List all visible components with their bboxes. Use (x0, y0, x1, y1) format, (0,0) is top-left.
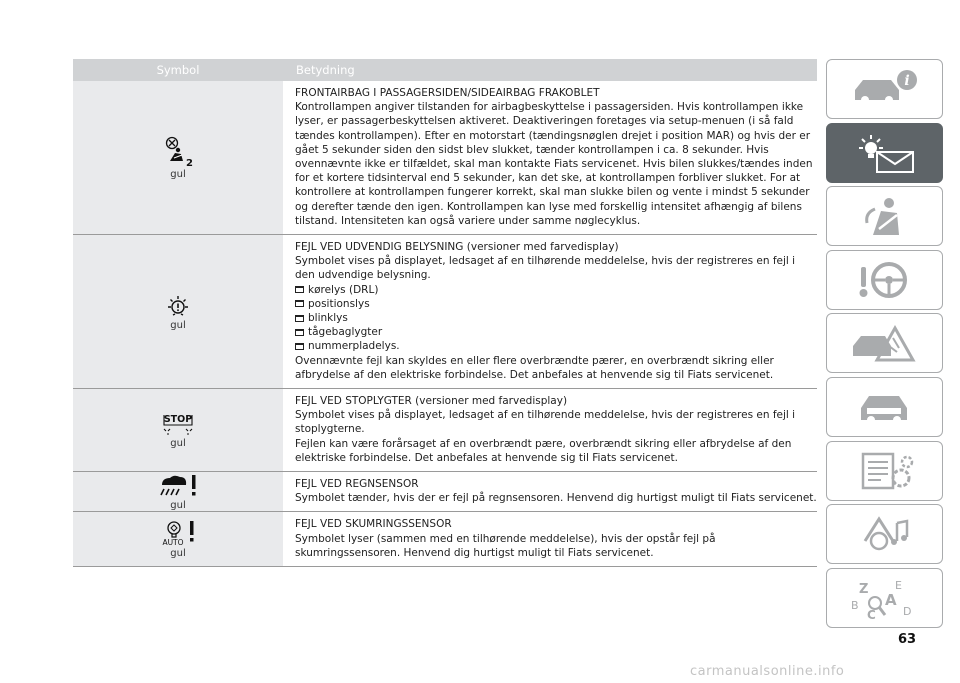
external-light-fault-icon (163, 293, 193, 319)
passenger-airbag-off-icon (161, 136, 195, 168)
row-text: Symbolet vises på displayet, ledsaget af en tilhørende meddelelse, hvis der registreres en fejl i stoplygterne. (295, 409, 796, 436)
row-title: FEJL VED STOPLYGTER (versioner med farvedisplay) (295, 395, 568, 408)
alphabetical-index-icon (845, 575, 925, 621)
symbol-color: gul (170, 319, 186, 331)
tab-index[interactable] (826, 568, 943, 628)
table-row (73, 389, 817, 472)
header-symbol: Symbol (156, 63, 200, 77)
row-text: Symbolet lyser (sammen med en tilhørende meddelelse), hvis der opstår fejl på skumringssensoren. Henvend dig hurtigst muligt til Fiats servicenet. (295, 532, 716, 559)
auto-icon-text: AUTO (162, 538, 184, 548)
stop-icon-text: STOP (163, 414, 193, 426)
tab-warning-lights[interactable] (826, 123, 943, 183)
technical-data-icon (845, 448, 925, 494)
index-letter: E (894, 578, 902, 592)
bullet-icon (295, 329, 304, 336)
row-text: Symbolet tænder, hvis der er fejl på regnsensoren. Henvend dig hurtigst muligt til Fiats servicenet. (295, 492, 817, 505)
bullet-icon (295, 315, 304, 322)
description-cell (283, 235, 817, 388)
steering-wheel-key-icon (845, 257, 925, 303)
multimedia-icon (845, 511, 925, 557)
index-letter: Z (858, 581, 868, 597)
index-letter: B (850, 598, 859, 612)
list-item (295, 297, 817, 311)
tab-safety[interactable] (826, 186, 943, 246)
list-item-label: blinklys (308, 312, 348, 325)
symbol-cell (73, 81, 283, 234)
table-header (73, 59, 817, 81)
symbol-cell (73, 389, 283, 471)
symbol-color: gul (170, 168, 186, 180)
list-item-label: nummerpladelys. (308, 340, 400, 353)
row-text: Kontrollampen angiver tilstanden for airbagbeskyttelse i passagersiden. Hvis kontrollampen ikke lyser, er passagerbeskyttelsen aktiveret. Deaktiveringen foretages via setup-menuen (i så fald tændes kontrollampen). Efter en motorstart (tændingsnøglen drejet i position MAR) og hvis der er gået 5 sekunder siden den sidst blev slukket, tænder kontrollampen i ca. 8 sekunder. Hvis ovennævnte ikke er tilfældet, skal man kontakte Fiats servicenet. Hvis bilen slukkes/tændes inden for et kortere tidsinterval end 5 sekunder, kan det ske, at kontrollampen forbliver slukket. For at kontrollere at kontrollampen fungerer korrekt, skal man slukke bilen og vente i mindst 5 sekunder og derefter tænde den igen. Kontrollampen kan lyse med forskellig intensitet afhængig af bilens tilstand. Intensiteten kan også variere under samme nøglecyklus. (295, 101, 813, 227)
list-item-label: tågebaglygter (308, 326, 383, 339)
emergency-triangle-icon (845, 320, 925, 366)
tab-starting-driving[interactable] (826, 250, 943, 310)
table-row (73, 81, 817, 235)
row-text: Fejlen kan være forårsaget af en overbrændt pære, overbrændt sikring eller afbrydelse af den elektriske forbindelse. Det anbefales at henvende sig til Fiats servicenet. (295, 437, 792, 464)
list-item (295, 283, 817, 297)
symbol-color: gul (170, 499, 186, 511)
car-service-icon (845, 384, 925, 430)
row-title: FRONTAIRBAG I PASSAGERSIDEN/SIDEAIRBAG FRAKOBLET (295, 87, 600, 99)
chapter-tabs (826, 59, 943, 631)
warning-light-message-icon (845, 130, 925, 176)
symbol-cell (73, 235, 283, 388)
description-cell (283, 512, 817, 566)
list-item (295, 311, 817, 325)
car-info-icon (845, 66, 925, 112)
list-item (295, 325, 817, 339)
header-meaning: Betydning (296, 63, 355, 77)
tab-multimedia[interactable] (826, 504, 943, 564)
stop-light-fault-icon (158, 411, 198, 437)
list-item (295, 339, 817, 353)
description-cell (283, 81, 817, 234)
tab-car-info[interactable] (826, 59, 943, 119)
symbol-cell (73, 472, 283, 511)
table-row (73, 472, 817, 512)
symbol-color: gul (170, 438, 186, 450)
page-number: 63 (898, 632, 917, 647)
rain-sensor-fault-icon (156, 473, 200, 499)
row-title: FEJL VED SKUMRINGSSENSOR (295, 518, 452, 531)
description-cell (283, 472, 817, 511)
index-letter: D (902, 604, 911, 618)
bullet-icon (295, 300, 304, 307)
warning-lights-table (73, 59, 817, 567)
watermark: carmanualsonline.info (690, 664, 845, 679)
row-text: Ovennævnte fejl kan skyldes en eller flere overbrændte pærer, en overbrændt sikring eller afbrydelse af den elektriske forbindelse. Det anbefales at henvende sig til Fiats servicenet. (295, 354, 774, 381)
row-title: FEJL VED UDVENDIG BELYSNING (versioner med farvedisplay) (295, 241, 619, 254)
list-item-label: kørelys (DRL) (308, 283, 379, 296)
table-row (73, 235, 817, 389)
tab-technical-data[interactable] (826, 441, 943, 501)
index-letter: C (866, 607, 876, 621)
bullet-icon (295, 286, 304, 293)
svg-text:i: i (903, 73, 910, 89)
row-text: Symbolet vises på displayet, ledsaget af en tilhørende meddelelse, hvis der registreres en fejl i den udvendige belysning. (295, 255, 796, 282)
tab-emergency[interactable] (826, 313, 943, 373)
dusk-sensor-fault-icon (156, 519, 200, 547)
row-title: FEJL VED REGNSENSOR (295, 478, 419, 491)
index-letter: A (884, 590, 897, 609)
symbol-cell (73, 512, 283, 566)
table-row (73, 512, 817, 567)
bullet-icon (295, 343, 304, 350)
symbol-color: gul (170, 548, 186, 560)
tab-servicing[interactable] (826, 377, 943, 437)
svg-text:2: 2 (186, 157, 193, 168)
list-item-label: positionslys (308, 297, 370, 310)
description-cell (283, 389, 817, 471)
seat-belt-airbag-icon (845, 193, 925, 239)
